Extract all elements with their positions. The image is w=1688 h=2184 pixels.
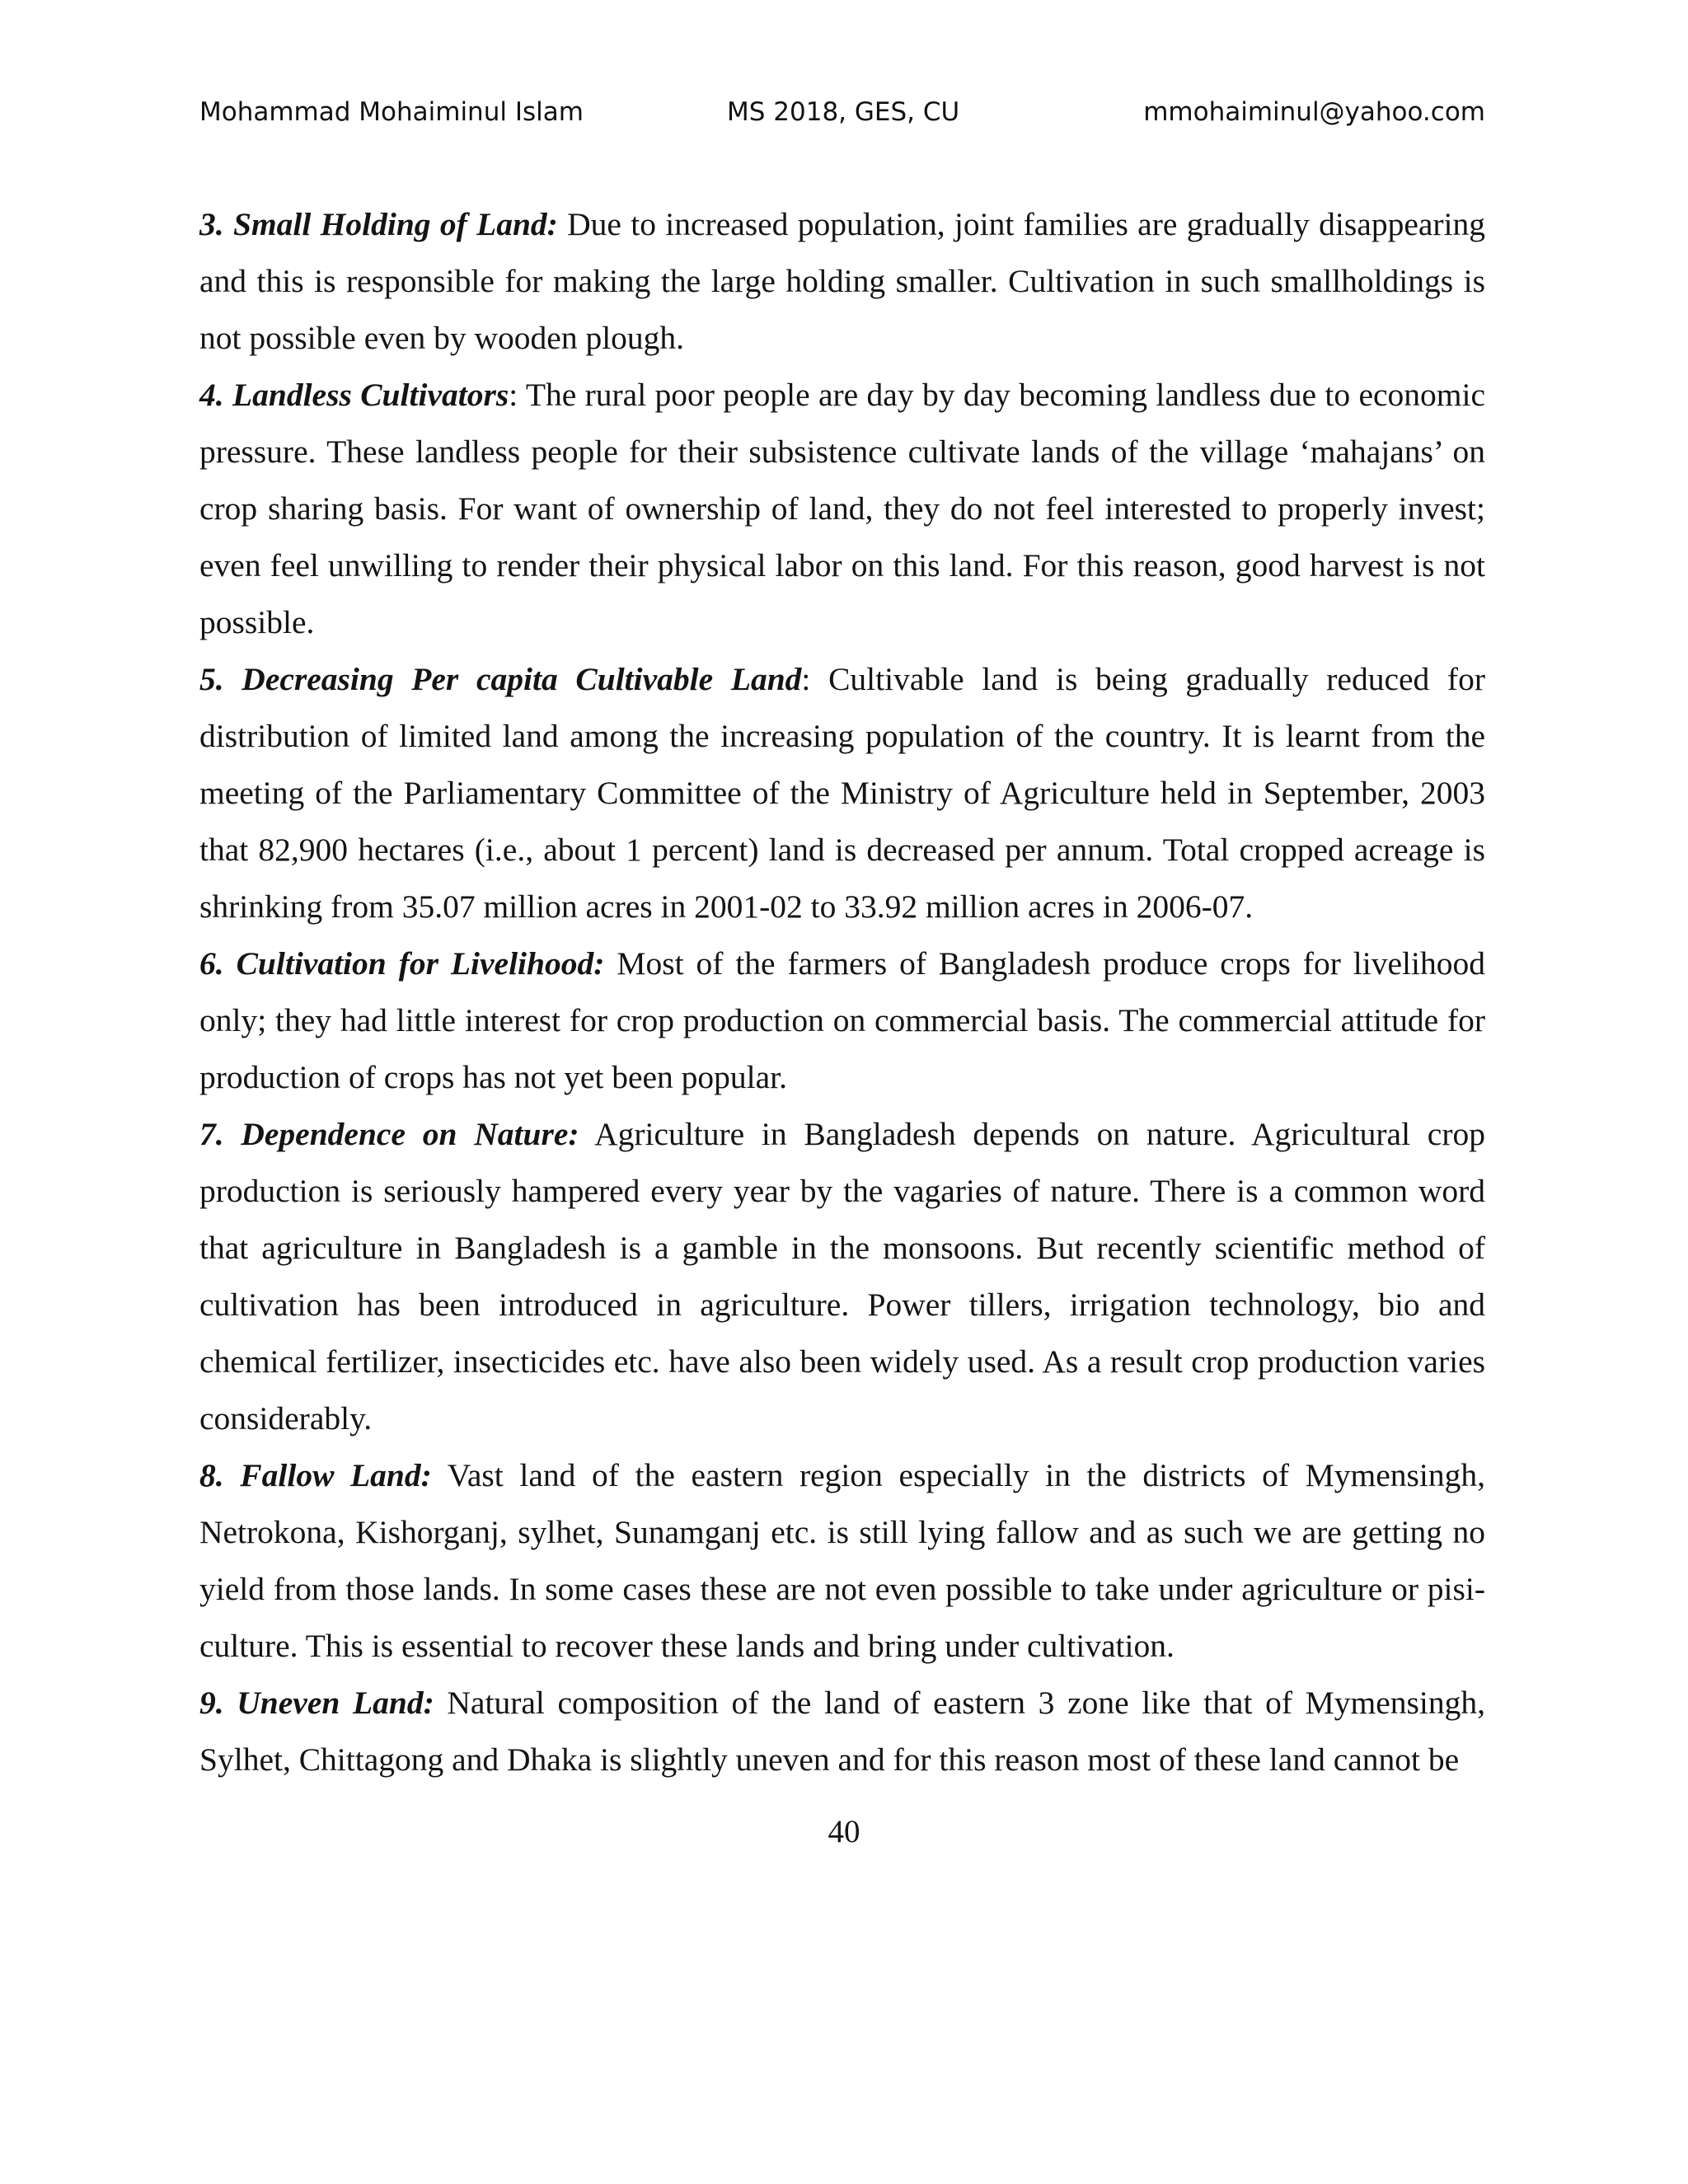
- section-heading: 4. Landless Cultivators: [199, 377, 509, 413]
- header-program: MS 2018, GES, CU: [727, 97, 960, 127]
- section-landless-cultivators: [199, 367, 1485, 651]
- section-text: : Cultivable land is being gradually reduced for distribution of limited land among the increasing population of the country. It is learnt from the meeting of the Parliamentary Committee of the Ministry of Agriculture held in September, 2003 that 82,900 hectares (i.e., about 1 percent) land is decreased per annum. Total cropped acreage is shrinking from 35.07 million acres in 2001-02 to 33.92 million acres in 2006-07.: [199, 661, 1485, 925]
- header-author: Mohammad Mohaiminul Islam: [199, 97, 584, 127]
- section-text: Agriculture in Bangladesh depends on nature. Agricultural crop production is seriously hampered every year by the vagaries of nature. There is a common word that agriculture in Bangladesh is a gamble in the monsoons. But recently scientific method of cultivation has been introduced in agriculture. Power tillers, irrigation technology, bio and chemical fertilizer, insecticides etc. have also been widely used. As a result crop production varies considerably.: [199, 1116, 1485, 1436]
- section-decreasing-land: [199, 651, 1485, 935]
- section-heading: 5. Decreasing Per capita Cultivable Land: [199, 661, 802, 697]
- section-cultivation-livelihood: [199, 935, 1485, 1106]
- body-text: [199, 196, 1485, 1788]
- header-email: mmohaiminul@yahoo.com: [1143, 97, 1485, 127]
- section-heading: 8. Fallow Land:: [199, 1457, 432, 1493]
- section-dependence-nature: [199, 1106, 1485, 1447]
- section-text: Due to increased population, joint families are gradually disappearing and this is responsible for making the large holding smaller. Cultivation in such smallholdings is not possible even by wooden plough.: [199, 206, 1486, 356]
- section-heading: 3. Small Holding of Land:: [199, 206, 558, 242]
- section-small-holding: [199, 196, 1485, 367]
- section-fallow-land: [199, 1447, 1485, 1675]
- section-heading: 9. Uneven Land:: [199, 1685, 434, 1721]
- section-text: : The rural poor people are day by day becoming landless due to economic pressure. These landless people for their subsistence cultivate lands of the village ‘mahajans’ on crop sharing basis. For want of ownership of land, they do not feel interested to properly invest; even feel unwilling to render their physical labor on this land. For this reason, good harvest is not possible.: [199, 377, 1485, 640]
- section-text: Vast land of the eastern region especially in the districts of Mymensingh, Netrokona, Kishorganj, sylhet, Sunamganj etc. is still lying fallow and as such we are getting no yield from those lands. In some cases these are not even possible to take under agriculture or pisi-culture. This is essential to recover these lands and bring under cultivation.: [199, 1457, 1485, 1664]
- section-heading: 6. Cultivation for Livelihood:: [199, 945, 605, 982]
- section-text: Natural composition of the land of eastern 3 zone like that of Mymensingh, Sylhet, Chittagong and Dhaka is slightly uneven and for this reason most of these land cannot be: [199, 1685, 1485, 1778]
- page-header: [199, 97, 1485, 138]
- section-uneven-land: [199, 1675, 1485, 1788]
- section-text: Most of the farmers of Bangladesh produce crops for livelihood only; they had little interest for crop production on commercial basis. The commercial attitude for production of crops has not yet been popular.: [199, 945, 1485, 1095]
- page-number: 40: [828, 1814, 860, 1849]
- section-heading: 7. Dependence on Nature:: [199, 1116, 579, 1152]
